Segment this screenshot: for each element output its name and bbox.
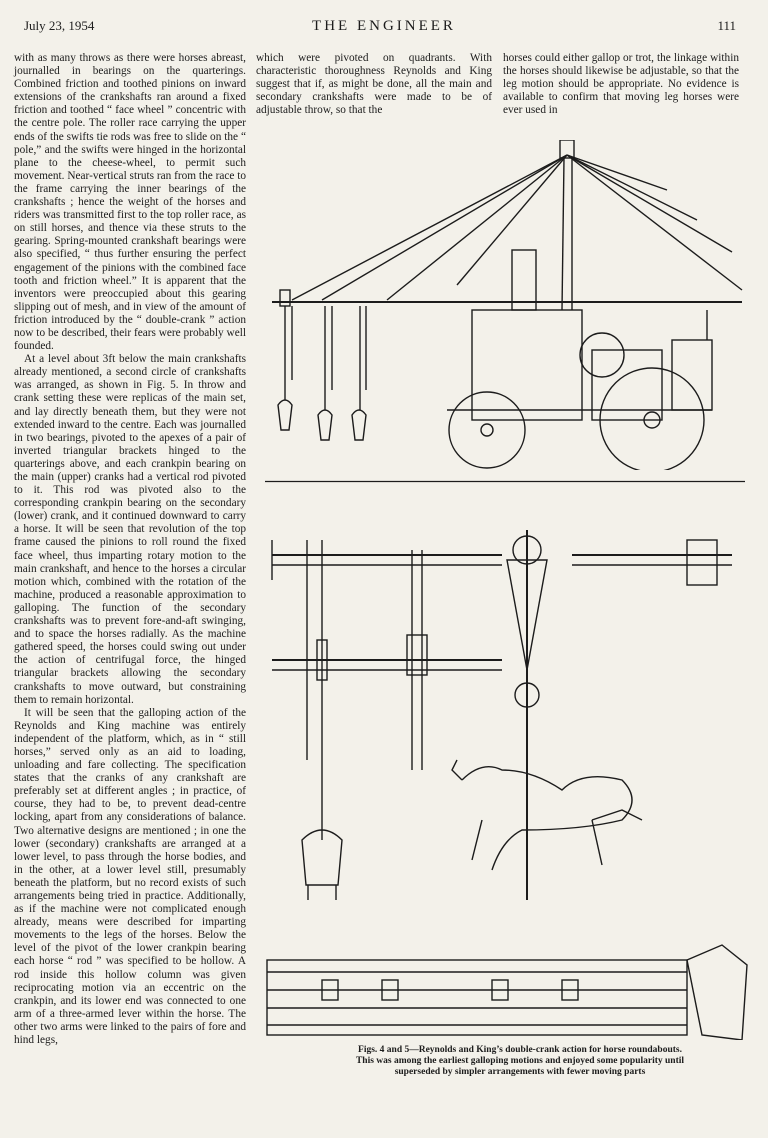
page-header xyxy=(0,18,768,38)
tie-rod xyxy=(292,155,567,300)
figure-5-double-crank xyxy=(262,520,752,940)
text-column-left xyxy=(14,52,246,1072)
plan-view-crankshafts xyxy=(262,940,752,1040)
figure-4-machine-elevation xyxy=(262,140,752,470)
paragraph-1: with as many throws as there were horses abreast, journalled in bearings on the quarterings. Combined friction and toothed pinions on inward extensions of the crankshafts ran around a fixed friction and toothed “ face wheel ” concentric with the centre pole. The roller race carrying the upper ends of the swifts tie rods was free to slide on the “ pole,” and the swifts were hinged in the horizontal plane to the cheese-wheel, to permit such movement. Near-vertical struts ran from the race to the frame carrying the inner bearings of the crankshafts ; hence the weight of the horses and riders was transmitted first to the top roller race, as on still horses, and thence via these struts to the gearing. Spring-mounted crankshaft bearings were also specified, “ thus further ensuring the perfect engagement of the pinions with the combined face tooth and friction wheel.” It is apparent that the inventors were preoccupied about this gearing slipping out of mesh, and in view of the amount of friction introduced by the “ double-crank ” action now to be described, their fears were probably well founded. xyxy=(14,52,246,353)
hanging-horses xyxy=(278,290,366,440)
text-column-right xyxy=(503,52,739,122)
caption-line-2: This was among the earliest galloping motions and enjoyed some popularity until xyxy=(355,1056,685,1066)
paragraph-2: At a level about 3ft below the main crankshafts already mentioned, a second circle of crankshafts was arranged, as shown in Fig. 5. In throw and crank setting these were replicas of the main set, and lay directly beneath them, but they were not extended inward to the centre. Each was journalled in two bearings, pivoted to the apexes of a pair of inverted triangular brackets hinged to the quarterings above, and each crankpin bearing on the main (upper) cranks had a vertical rod pivoted to it. This rod was pivoted also to the corresponding crankpin bearing on the secondary (lower) crank, and it continued downward to carry a horse. It will be seen that revolution of the top frame caused the pinions to roll round the fixed face wheel, thus imparting rotary motion to the main crankshaft, and hence to the horses a circular motion which, combined with the rotation of the machine, produced a reasonable approximation to galloping. The function of the secondary crankshafts was to prevent fore-and-aft swinging, and to space the horses radially. As the machine gathered speed, the horses could swing out under the action of centrifugal force, the hinged triangular brackets allowing the secondary crankshafts to move outward, but constraining them to remain horizontal. xyxy=(14,353,246,706)
rear-wheel xyxy=(600,368,704,470)
figure-caption xyxy=(300,1045,740,1078)
caption-line-1: Figs. 4 and 5—Reynolds and King’s double-crank action for horse roundabouts. xyxy=(358,1045,682,1055)
issue-date: July 23, 1954 xyxy=(24,18,95,33)
figure-divider xyxy=(265,480,745,483)
steam-engine xyxy=(447,250,712,470)
paragraph-middle: which were pivoted on quadrants. With characteristic thoroughness Reynolds and King suggest that if, as might be done, all the main and secondary crankshafts were made to be of adjustable throw, so that the xyxy=(256,52,492,117)
face-wheel-segment xyxy=(687,945,747,1040)
centre-pole xyxy=(562,158,564,310)
bearing-bracket xyxy=(687,540,717,585)
caption-line-3: superseded by simpler arrangements with fewer moving parts xyxy=(394,1067,646,1077)
page-number: 111 xyxy=(717,18,736,33)
galloping-horse xyxy=(462,767,642,870)
paragraph-3: It will be seen that the galloping action of the Reynolds and King machine was entirely independent of the platform, which, as in “ still horses,” served only as an aid to loading, unloading and fare collecting. The specification states that the cranks of any crankshaft are preferably set at different angles ; in practice, of course, they had to be, to prevent dead-centre locking, apart from any considerations of balance. Two alternative designs are mentioned ; in one the lower (secondary) crankshafts are arranged at a lower level, to pass through the horse bodies, and in the other, at a lower level still, presumably beneath the platform, but no record exists of such arrangements being tried in practice. Additionally, as if the machine were not complicated enough already, means were described for imparting movements to the legs of the horses. Below the level of the pivot of the lower crankpin bearing each horse “ rod ” was specified to be hollow. A rod inside this hollow column was given reciprocating motion via an eccentric on the crankpin, and its lower end was connected to one arm of a three-armed lever within the horse. The other two arms were linked to the pairs of fore and hind legs, xyxy=(14,706,246,1047)
journal-title: THE ENGINEER xyxy=(312,18,456,34)
front-wheel xyxy=(449,392,525,468)
text-column-middle xyxy=(256,52,492,122)
paragraph-right: horses could either gallop or trot, the linkage within the horses should likewise be adjustable, so that the leg motion should be appropriate. No evidence is available to confirm that moving leg horses were ever used in xyxy=(503,52,739,117)
